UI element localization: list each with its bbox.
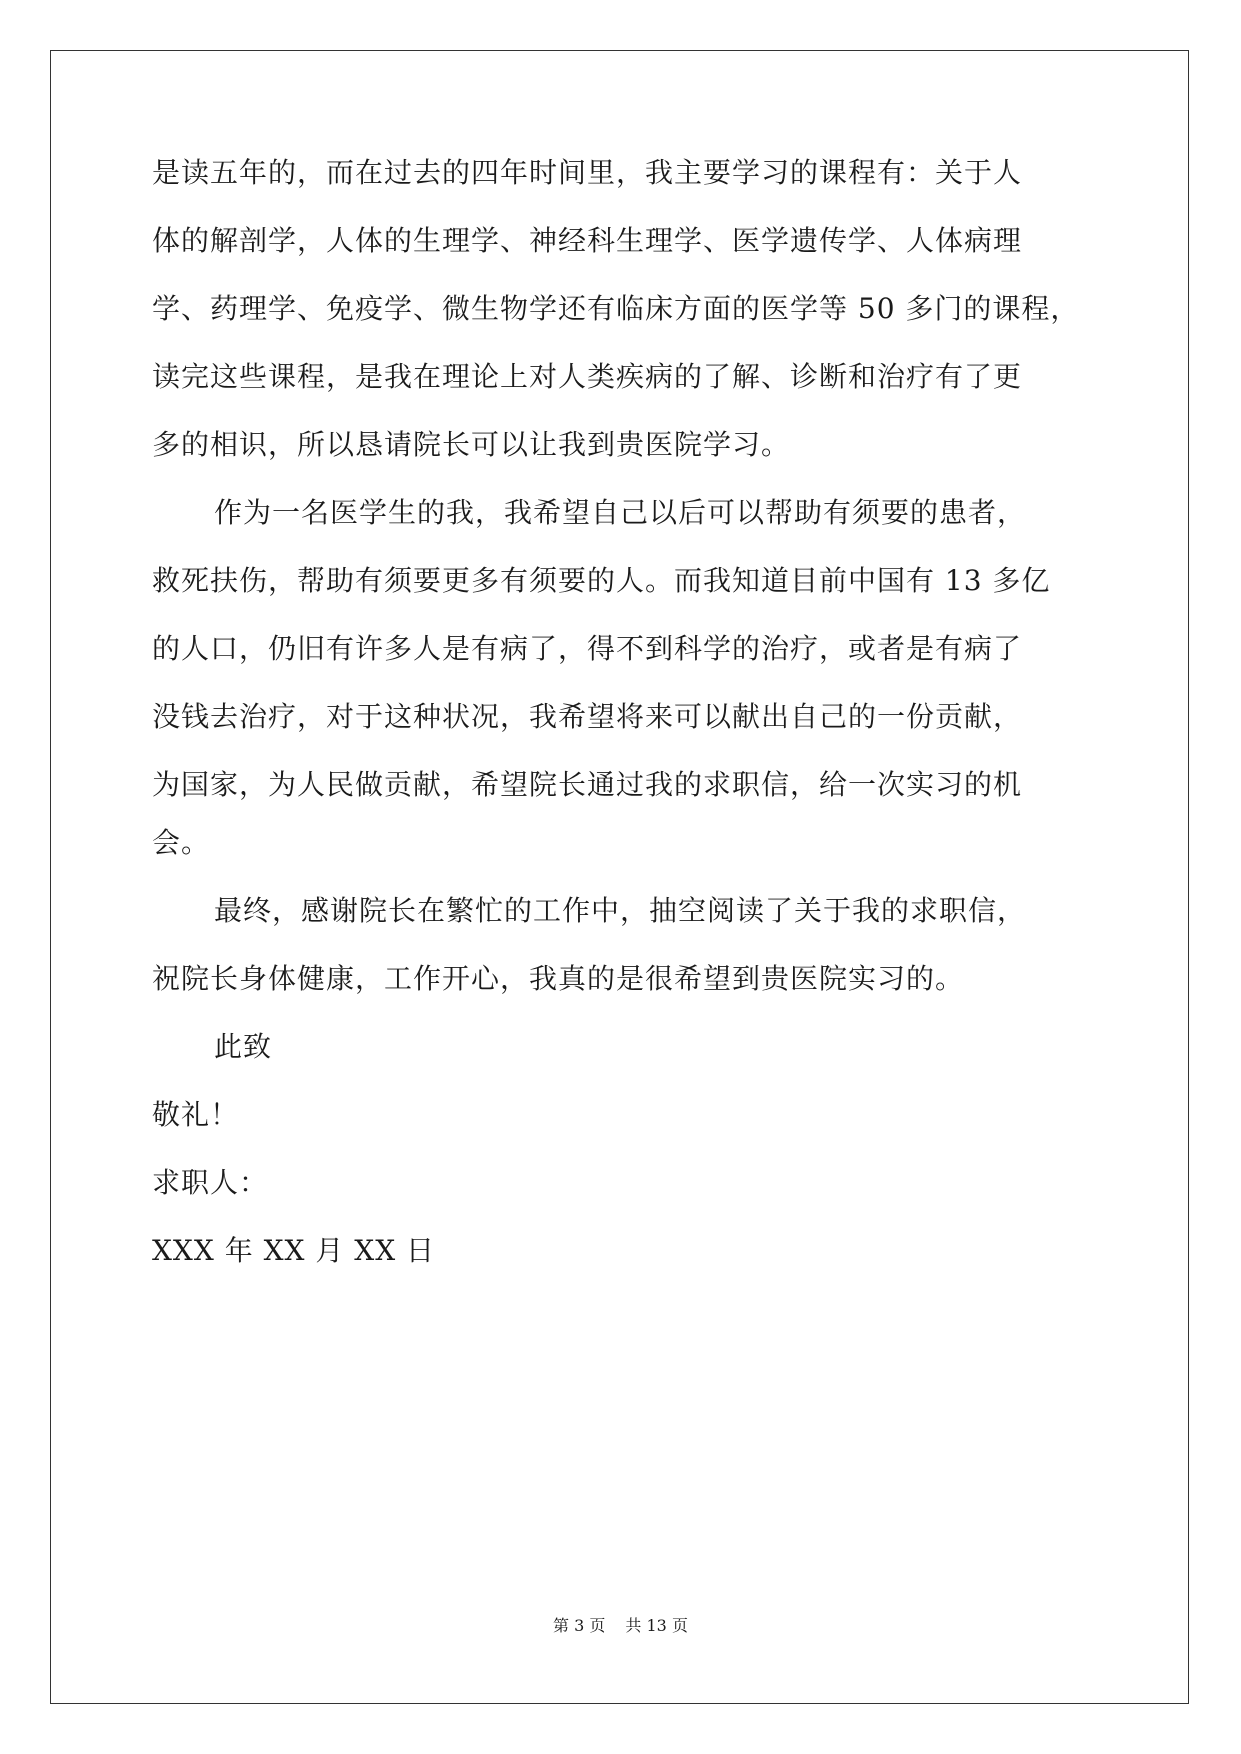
body-line-3: 学、药理学、免疫学、微生物学还有临床方面的医学等 50 多门的课程， <box>152 292 1080 325</box>
body-line-5: 多的相识，所以恳请院长可以让我到贵医院学习。 <box>152 428 791 461</box>
body-line-7: 救死扶伤，帮助有须要更多有须要的人。而我知道目前中国有 13 多亿 <box>152 564 1051 597</box>
body-line-1: 是读五年的，而在过去的四年时间里，我主要学习的课程有：关于人 <box>152 156 1023 189</box>
body-line-4: 读完这些课程，是我在理论上对人类疾病的了解、诊断和治疗有了更 <box>152 360 1023 393</box>
body-line-6: 作为一名医学生的我，我希望自己以后可以帮助有须要的患者， <box>214 496 1027 529</box>
closing-regards: 敬礼！ <box>152 1098 240 1131</box>
page-number: 第 3 页 <box>553 1616 606 1635</box>
closing-salutation: 此致 <box>214 1030 273 1063</box>
body-line-12: 最终，感谢院长在繁忙的工作中，抽空阅读了关于我的求职信， <box>214 894 1027 927</box>
body-line-10: 为国家，为人民做贡献，希望院长通过我的求职信，给一次实习的机 <box>152 768 1023 801</box>
body-line-13: 祝院长身体健康，工作开心，我真的是很希望到贵医院实习的。 <box>152 962 965 995</box>
body-line-11: 会。 <box>152 826 211 859</box>
page-total: 共 13 页 <box>625 1616 688 1635</box>
date-line: XXX 年 XX 月 XX 日 <box>152 1234 436 1267</box>
body-line-2: 体的解剖学，人体的生理学、神经科生理学、医学遗传学、人体病理 <box>152 224 1023 257</box>
applicant-label: 求职人： <box>152 1166 269 1199</box>
page-footer <box>0 1616 1241 1636</box>
body-line-8: 的人口，仍旧有许多人是有病了，得不到科学的治疗，或者是有病了 <box>152 632 1023 665</box>
body-line-9: 没钱去治疗，对于这种状况，我希望将来可以献出自己的一份贡献， <box>152 700 1023 733</box>
